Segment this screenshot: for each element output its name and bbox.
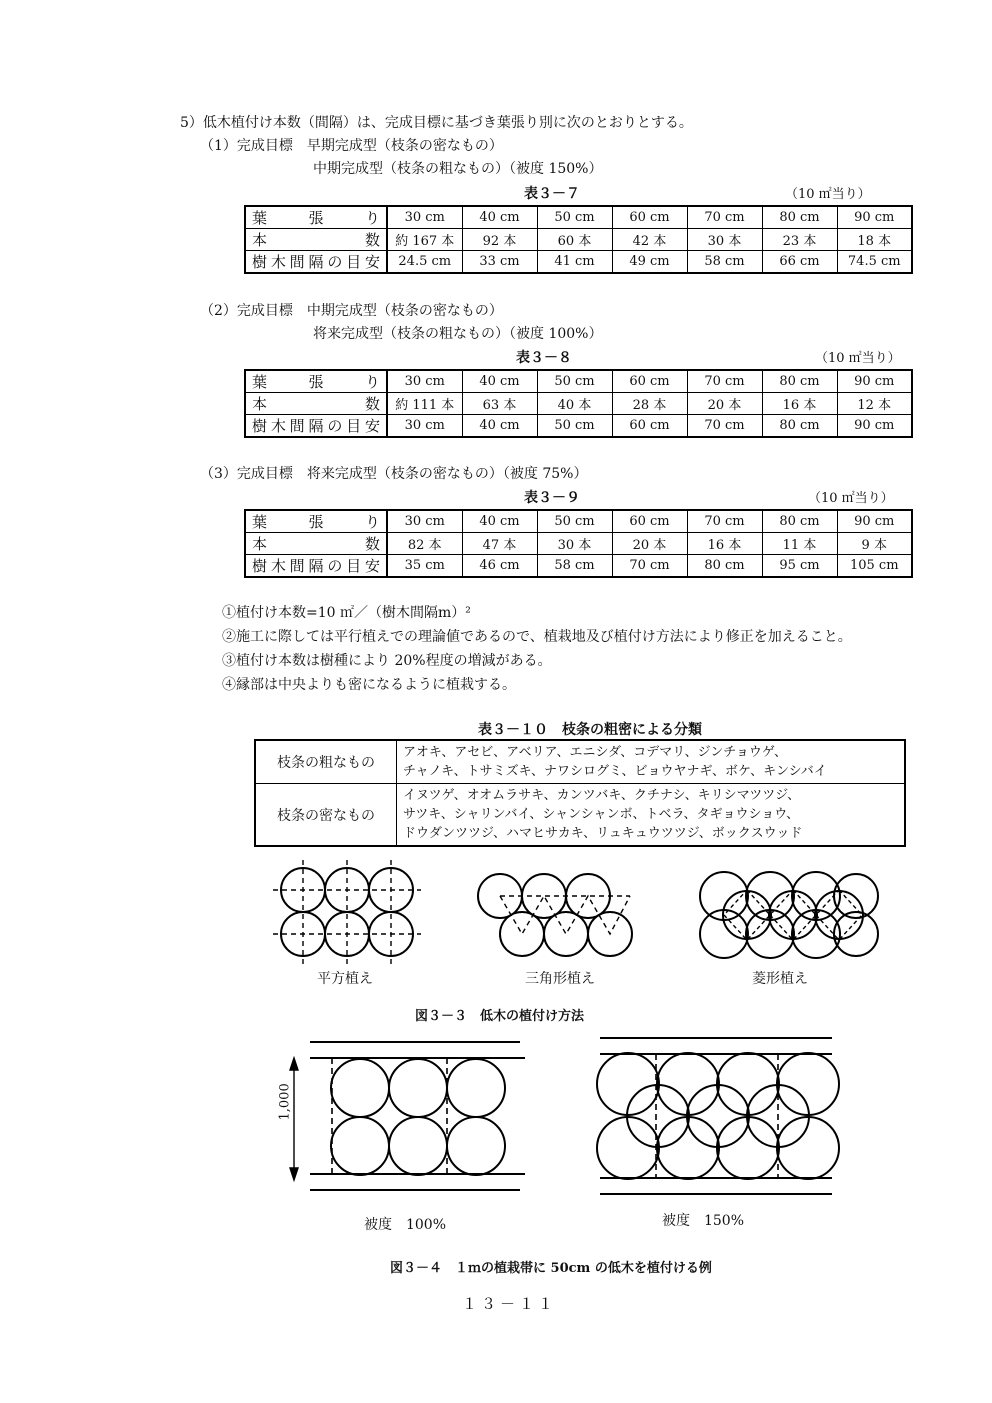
table-cell: 70 cm — [687, 370, 762, 393]
table-3-10 — [254, 739, 906, 847]
table-cell: 30 cm — [387, 370, 462, 393]
table-row — [245, 393, 912, 415]
table-cell: 80 cm — [687, 555, 762, 578]
table-cell: 30 cm — [387, 206, 462, 229]
table-3-8-caption: 表３－８ — [516, 350, 572, 366]
row-label: 樹木間隔の目安 — [245, 415, 387, 438]
table-3-9-unit: （10 ㎡当り） — [808, 491, 894, 506]
section-2-heading: （2）完成目標 中期完成型（枝条の密なもの） — [200, 303, 503, 319]
coverage-150-diagram — [590, 1030, 840, 1200]
row-label: 葉張り — [245, 510, 387, 533]
table-cell: 95 cm — [762, 555, 837, 578]
species-line: アオキ、アセビ、アベリア、エニシダ、コデマリ、ジンチョウゲ、 — [403, 745, 787, 760]
table-cell: 16 本 — [762, 393, 837, 415]
table-cell: 50 cm — [537, 415, 612, 438]
table-cell: 23 本 — [762, 229, 837, 251]
figure-3-4-caption: 図３－４ １ｍの植栽帯に 50cm の低木を植付ける例 — [390, 1261, 712, 1276]
table-cell: 16 本 — [687, 533, 762, 555]
label-square-planting: 平方植え — [317, 971, 373, 987]
section-3-heading: （3）完成目標 将来完成型（枝条の密なもの）（被度 75%） — [200, 466, 588, 482]
species-line: イヌツゲ、オオムラサキ、カンツバキ、クチナシ、キリシマツツジ、 — [403, 788, 801, 803]
table-cell: 90 cm — [837, 370, 912, 393]
table-row — [245, 251, 912, 274]
table-3-7-unit: （10 ㎡当り） — [785, 187, 871, 202]
table-cell: 90 cm — [837, 415, 912, 438]
table-cell: 58 cm — [687, 251, 762, 274]
table-cell: 約 111 本 — [387, 393, 462, 415]
note-3: ③植付け本数は樹種により 20%程度の増減がある。 — [222, 653, 552, 669]
table-cell: 35 cm — [387, 555, 462, 578]
table-cell: 42 本 — [612, 229, 687, 251]
row-label: 本数 — [245, 229, 387, 251]
table-row — [245, 206, 912, 229]
table-cell: 70 cm — [687, 206, 762, 229]
note-1: ①植付け本数=10 ㎡／（樹木間隔m）² — [222, 605, 471, 621]
table-cell: 12 本 — [837, 393, 912, 415]
intro-text: 5）低木植付け本数（間隔）は、完成目標に基づき葉張り別に次のとおりとする。 — [180, 115, 693, 131]
coverage-100-label: 被度 100% — [363, 1217, 447, 1233]
table-cell: 24.5 cm — [387, 251, 462, 274]
species-line: サツキ、シャリンバイ、シャンシャンボ、トベラ、タギョウショウ、 — [403, 807, 800, 822]
table-3-9-caption: 表３－９ — [524, 490, 580, 506]
table-cell: 80 cm — [762, 370, 837, 393]
table-cell: 40 cm — [462, 415, 537, 438]
table-cell: 40 cm — [462, 206, 537, 229]
section-1-subheading: 中期完成型（枝条の粗なもの）（被度 150%） — [313, 161, 603, 177]
table-row — [245, 510, 912, 533]
table-3-7-caption: 表３－７ — [524, 186, 580, 202]
table-cell: 90 cm — [837, 206, 912, 229]
table-cell: 70 cm — [687, 510, 762, 533]
table-row — [255, 740, 905, 784]
table-3-8 — [244, 369, 913, 438]
row-label: 本数 — [245, 533, 387, 555]
table-cell: 50 cm — [537, 510, 612, 533]
table-cell: 18 本 — [837, 229, 912, 251]
row-label: 枝条の粗なもの — [255, 740, 397, 784]
species-line: チャノキ、トサミズキ、ナワシログミ、ビョウヤナギ、ボケ、キンシバイ — [403, 764, 827, 779]
table-cell: 40 cm — [462, 370, 537, 393]
table-cell: 90 cm — [837, 510, 912, 533]
table-cell: 58 cm — [537, 555, 612, 578]
table-cell: 82 本 — [387, 533, 462, 555]
row-label: 枝条の密なもの — [255, 784, 397, 847]
table-3-8-unit: （10 ㎡当り） — [815, 351, 901, 366]
table-cell: 60 本 — [537, 229, 612, 251]
table-cell: 70 cm — [687, 415, 762, 438]
table-cell: 105 cm — [837, 555, 912, 578]
table-cell: 60 cm — [612, 206, 687, 229]
page-number: １３－１１ — [462, 1295, 558, 1313]
table-cell: 60 cm — [612, 415, 687, 438]
table-cell: 30 本 — [687, 229, 762, 251]
square-planting-diagram — [265, 860, 425, 970]
row-label: 本数 — [245, 393, 387, 415]
table-cell: 41 cm — [537, 251, 612, 274]
table-row — [255, 784, 905, 847]
table-cell: 74.5 cm — [837, 251, 912, 274]
species-line: ドウダンツツジ、ハマヒサカキ、リュキュウツツジ、ボックスウッド — [403, 826, 803, 841]
table-cell: 30 cm — [387, 510, 462, 533]
table-cell: 60 cm — [612, 510, 687, 533]
table-cell: 60 cm — [612, 370, 687, 393]
label-diamond-planting: 菱形植え — [752, 971, 808, 987]
section-2-subheading: 将来完成型（枝条の粗なもの）（被度 100%） — [313, 326, 603, 342]
note-2: ②施工に際しては平行植えでの理論値であるので、植栽地及び植付け方法により修正を加えること。 — [222, 629, 852, 645]
table-cell: 30 cm — [387, 415, 462, 438]
table-row — [245, 415, 912, 438]
table-cell: 40 本 — [537, 393, 612, 415]
diamond-planting-diagram — [690, 860, 880, 970]
table-3-7 — [244, 205, 913, 274]
section-1-heading: （1）完成目標 早期完成型（枝条の密なもの） — [200, 138, 503, 154]
table-cell: 63 本 — [462, 393, 537, 415]
table-cell: 80 cm — [762, 206, 837, 229]
table-cell: 11 本 — [762, 533, 837, 555]
table-row — [245, 555, 912, 578]
figure-3-3-caption: 図３－３ 低木の植付け方法 — [415, 1009, 585, 1024]
table-row — [245, 229, 912, 251]
table-cell: 46 cm — [462, 555, 537, 578]
table-cell: 約 167 本 — [387, 229, 462, 251]
table-cell: 50 cm — [537, 206, 612, 229]
table-cell: 66 cm — [762, 251, 837, 274]
table-cell: 80 cm — [762, 510, 837, 533]
row-label: 葉張り — [245, 206, 387, 229]
coverage-100-diagram — [270, 1030, 540, 1200]
row-label: 葉張り — [245, 370, 387, 393]
table-cell: 20 本 — [612, 533, 687, 555]
table-3-9 — [244, 509, 913, 578]
coverage-150-label: 被度 150% — [661, 1213, 745, 1229]
table-cell: 33 cm — [462, 251, 537, 274]
table-cell: 9 本 — [837, 533, 912, 555]
table-cell: 20 本 — [687, 393, 762, 415]
label-triangle-planting: 三角形植え — [525, 971, 595, 987]
table-cell: 70 cm — [612, 555, 687, 578]
row-label: 樹木間隔の目安 — [245, 251, 387, 274]
table-cell: 47 本 — [462, 533, 537, 555]
triangle-planting-diagram — [470, 860, 640, 970]
table-cell: 80 cm — [762, 415, 837, 438]
note-4: ④縁部は中央よりも密になるように植栽する。 — [222, 677, 516, 693]
table-cell: 49 cm — [612, 251, 687, 274]
dimension-label: 1,000 — [277, 1083, 293, 1121]
table-row — [245, 370, 912, 393]
table-3-10-caption: 表３－１０ 枝条の粗密による分類 — [478, 722, 702, 738]
table-cell: 40 cm — [462, 510, 537, 533]
table-cell: 50 cm — [537, 370, 612, 393]
table-row — [245, 533, 912, 555]
table-cell: 28 本 — [612, 393, 687, 415]
table-cell: 92 本 — [462, 229, 537, 251]
row-label: 樹木間隔の目安 — [245, 555, 387, 578]
table-cell: 30 本 — [537, 533, 612, 555]
